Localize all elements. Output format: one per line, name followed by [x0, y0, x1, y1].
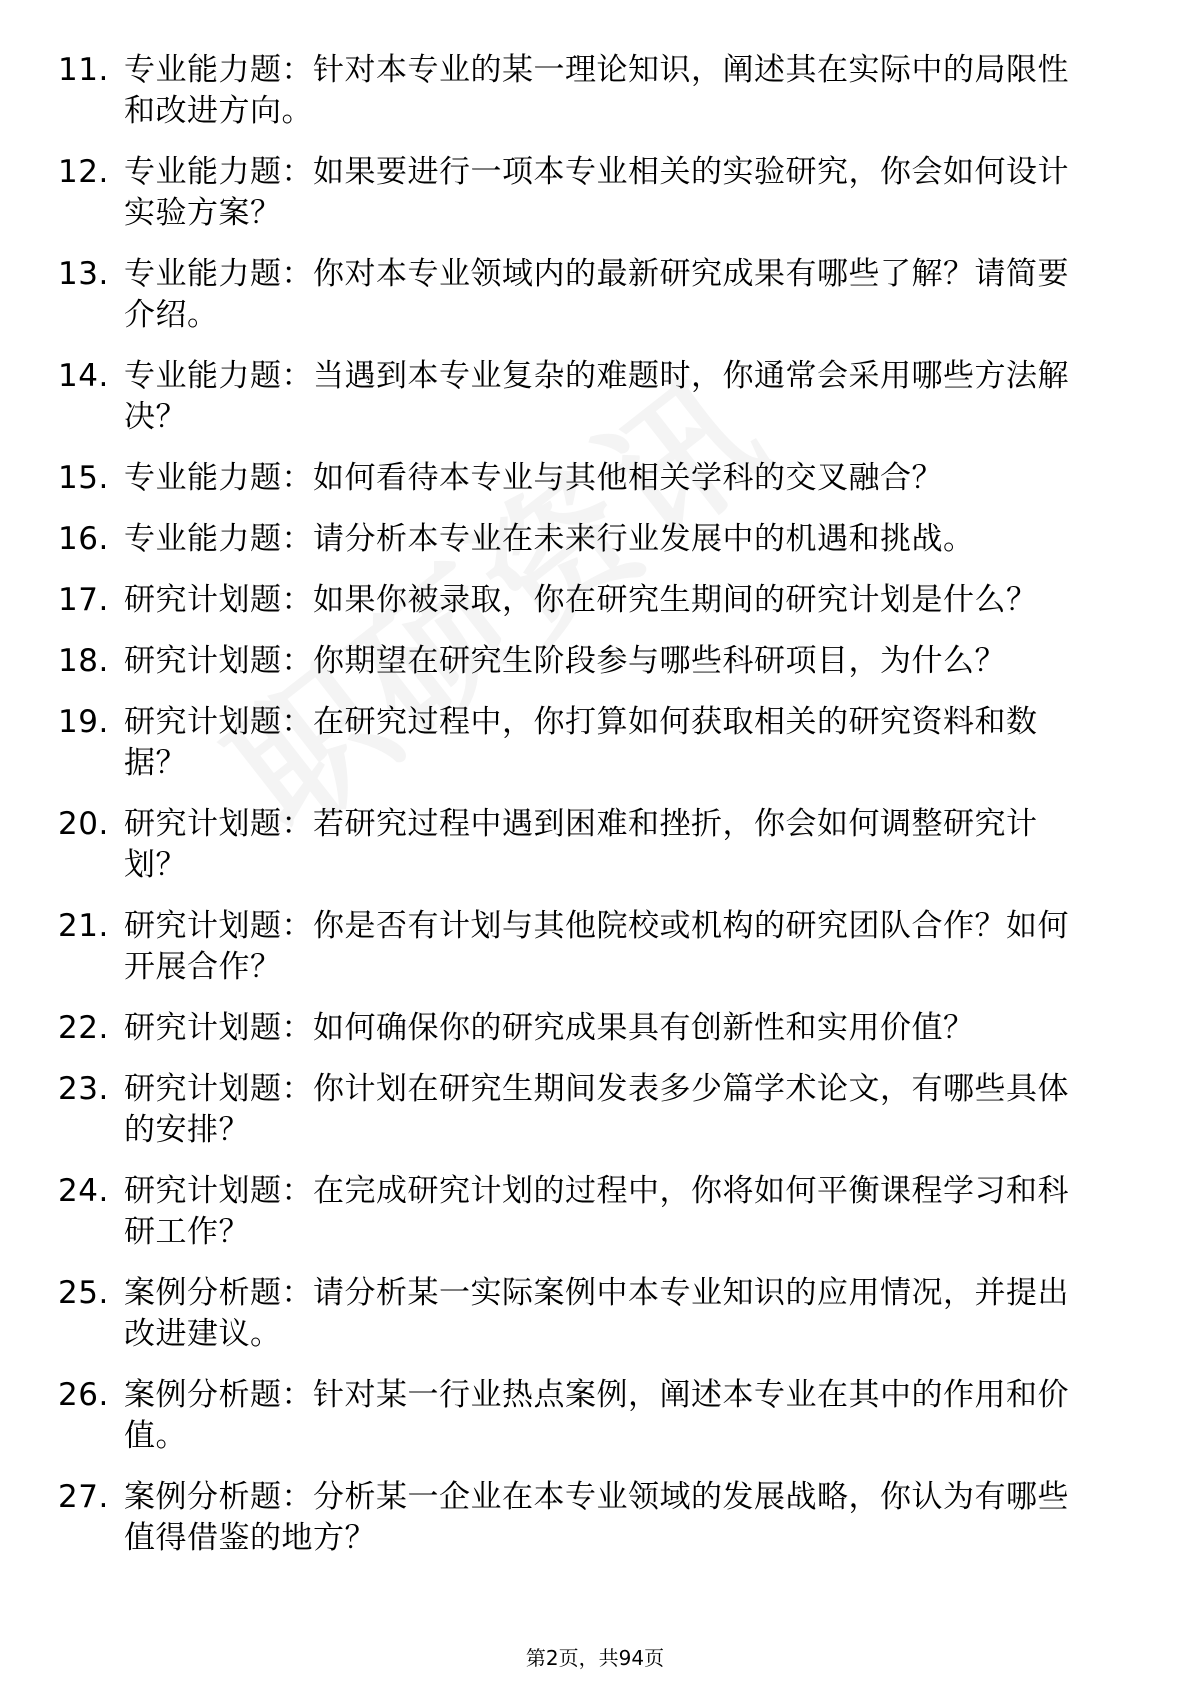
question-category: 研究计划题：: [124, 806, 313, 842]
question-text: 在完成研究计划的过程中，你将如何平衡课程学习和科研工作？: [124, 1173, 1069, 1250]
question-category: 专业能力题：: [124, 154, 313, 190]
question-item: [0, 50, 1190, 132]
question-number: 23.: [58, 1071, 109, 1107]
question-item: [0, 1273, 1190, 1355]
question-item: [0, 1375, 1190, 1457]
question-number: 12.: [58, 154, 109, 190]
question-text: 你是否有计划与其他院校或机构的研究团队合作？如何开展合作？: [124, 908, 1069, 985]
page-number: 第2页，共94页: [525, 1646, 665, 1670]
question-number: 27.: [58, 1479, 109, 1515]
question-category: 专业能力题：: [124, 52, 313, 88]
question-text: 如何确保你的研究成果具有创新性和实用价值？: [313, 1010, 975, 1046]
question-item: [0, 641, 1190, 682]
question-category: 研究计划题：: [124, 908, 313, 944]
question-body: [124, 580, 1070, 621]
question-body: [124, 152, 1070, 234]
question-number: 13.: [58, 256, 109, 292]
question-category: 研究计划题：: [124, 1071, 313, 1107]
question-category: 专业能力题：: [124, 256, 313, 292]
question-text: 你对本专业领域内的最新研究成果有哪些了解？请简要介绍。: [124, 256, 1069, 333]
question-number: 14.: [58, 358, 109, 394]
question-text: 如果你被录取，你在研究生期间的研究计划是什么？: [313, 582, 1038, 618]
question-item: [0, 152, 1190, 234]
question-text: 如果要进行一项本专业相关的实验研究，你会如何设计实验方案？: [124, 154, 1069, 231]
question-item: [0, 1477, 1190, 1559]
question-body: [124, 1069, 1070, 1151]
question-category: 研究计划题：: [124, 1173, 313, 1209]
question-body: [124, 519, 1070, 560]
question-body: [124, 804, 1070, 886]
question-body: [124, 1171, 1070, 1253]
question-category: 研究计划题：: [124, 582, 313, 618]
question-number: 15.: [58, 460, 109, 496]
question-body: [124, 906, 1070, 988]
question-body: [124, 1273, 1070, 1355]
question-body: [124, 50, 1070, 132]
question-category: 案例分析题：: [124, 1377, 313, 1413]
question-category: 案例分析题：: [124, 1275, 313, 1311]
question-text: 请分析某一实际案例中本专业知识的应用情况，并提出改进建议。: [124, 1275, 1069, 1352]
question-category: 专业能力题：: [124, 460, 313, 496]
question-body: [124, 458, 1070, 499]
question-number: 16.: [58, 521, 109, 557]
question-number: 11.: [58, 52, 109, 88]
question-item: [0, 458, 1190, 499]
question-item: [0, 804, 1190, 886]
question-number: 19.: [58, 704, 109, 740]
question-item: [0, 1008, 1190, 1049]
question-body: [124, 702, 1070, 784]
question-number: 25.: [58, 1275, 109, 1311]
question-item: [0, 1171, 1190, 1253]
question-text: 针对某一行业热点案例，阐述本专业在其中的作用和价值。: [124, 1377, 1069, 1454]
question-item: [0, 1069, 1190, 1151]
question-item: [0, 356, 1190, 438]
question-category: 研究计划题：: [124, 704, 313, 740]
question-body: [124, 356, 1070, 438]
question-number: 22.: [58, 1010, 109, 1046]
question-text: 若研究过程中遇到困难和挫折，你会如何调整研究计划？: [124, 806, 1038, 883]
question-body: [124, 254, 1070, 336]
question-text: 当遇到本专业复杂的难题时，你通常会采用哪些方法解决？: [124, 358, 1069, 435]
question-body: [124, 641, 1070, 682]
question-text: 针对本专业的某一理论知识，阐述其在实际中的局限性和改进方向。: [124, 52, 1069, 129]
question-category: 专业能力题：: [124, 358, 313, 394]
question-number: 17.: [58, 582, 109, 618]
question-text: 分析某一企业在本专业领域的发展战略，你认为有哪些值得借鉴的地方？: [124, 1479, 1069, 1556]
question-text: 在研究过程中，你打算如何获取相关的研究资料和数据？: [124, 704, 1038, 781]
question-number: 20.: [58, 806, 109, 842]
question-text: 你计划在研究生期间发表多少篇学术论文，有哪些具体的安排？: [124, 1071, 1069, 1148]
question-item: [0, 906, 1190, 988]
question-category: 研究计划题：: [124, 1010, 313, 1046]
question-category: 案例分析题：: [124, 1479, 313, 1515]
question-body: [124, 1477, 1070, 1559]
question-number: 24.: [58, 1173, 109, 1209]
question-number: 26.: [58, 1377, 109, 1413]
question-body: [124, 1375, 1070, 1457]
question-item: [0, 519, 1190, 560]
page-footer: [0, 1646, 1190, 1670]
question-category: 专业能力题：: [124, 521, 313, 557]
question-text: 如何看待本专业与其他相关学科的交叉融合？: [313, 460, 943, 496]
question-item: [0, 702, 1190, 784]
question-category: 研究计划题：: [124, 643, 313, 679]
question-text: 请分析本专业在未来行业发展中的机遇和挑战。: [313, 521, 975, 557]
question-number: 18.: [58, 643, 109, 679]
question-number: 21.: [58, 908, 109, 944]
question-item: [0, 254, 1190, 336]
question-body: [124, 1008, 1070, 1049]
question-item: [0, 580, 1190, 621]
question-list: [0, 50, 1190, 1579]
question-text: 你期望在研究生阶段参与哪些科研项目，为什么？: [313, 643, 1006, 679]
